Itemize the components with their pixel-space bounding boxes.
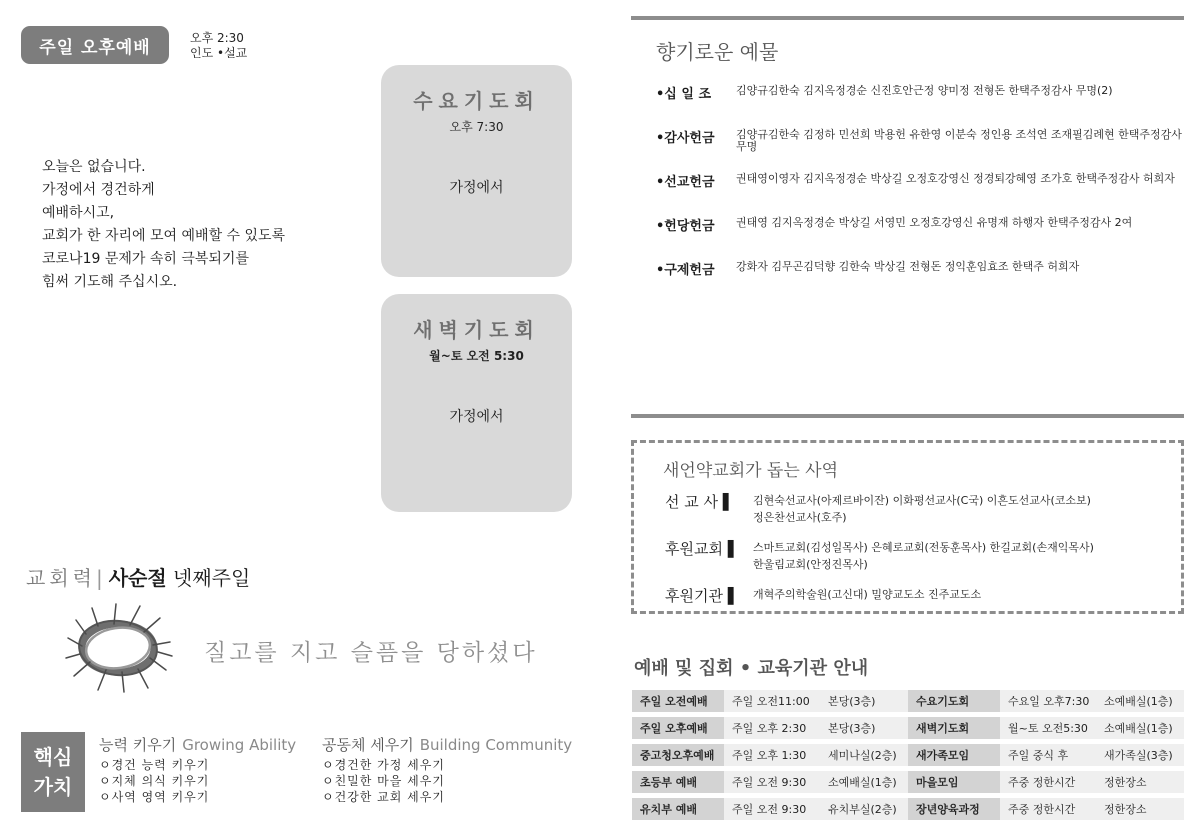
calendar-label: 교회력 [26,566,96,590]
offering-label: •헌당헌금 [656,219,715,234]
offering-row [656,83,1186,102]
offering-label: •십 일 조 [656,87,712,102]
calendar-season: 사순절 [108,566,167,590]
offering-names: 권태영 김지옥정경순 박상길 서영민 오정호강영신 유명재 하행자 한택주정감사 2여 [736,216,1133,229]
ministry-label-text: 선 교 사 [665,493,719,511]
value-item: ㅇ사역 영역 키우기 [99,790,210,804]
prayer-time: 오후 7:30 [449,120,504,134]
guide-cell: 중고청오후예배 [632,744,724,766]
guide-cell: 주일 오전 9:30 [724,798,820,820]
ministry-names [753,538,1094,573]
core-label-line: 가치 [33,775,73,799]
table-row [632,771,1184,793]
offerings-title: 향기로운 예물 [656,40,779,64]
offering-names: 김양규김한숙 김지옥정경순 신진호안근정 양미정 전형돈 한택주정감사 무명(2) [736,84,1113,97]
service-tag: 주일 오후예배 [21,26,169,64]
ministry-row [665,491,1165,526]
crown-of-thorns-icon [62,598,174,696]
church-calendar [26,562,250,591]
guide-cell: 본당(3층) [820,717,908,739]
ministry-title: 새언약교회가 돕는 사역 [663,461,839,481]
notice-line: 교회가 한 자리에 모여 예배할 수 있도록 [42,228,286,244]
core-values-label [21,732,85,812]
guide-cell: 세미나실(2층) [820,744,908,766]
ministry-row [665,538,1165,573]
guide-cell: 새가족모임 [908,744,1000,766]
value-item: ㅇ건강한 교회 세우기 [322,790,445,804]
prayer-time: 월~토 오전 5:30 [429,349,524,363]
guide-cell: 주일 오후 1:30 [724,744,820,766]
ministry-row [665,585,1165,606]
dawn-prayer-box [381,294,572,512]
table-row [632,690,1184,712]
guide-cell: 주일 오전예배 [632,690,724,712]
value-heading-ko: 능력 키우기 [99,736,177,754]
ministry-label-text: 후원교회 [665,540,723,558]
notice-line: 코로나19 문제가 속히 극복되기를 [42,251,249,267]
offering-names: 권태영이영자 김지옥정경순 박상길 오정호강영신 정경퇴강혜영 조가호 한택주정감사 허희자 [736,172,1175,185]
value-column-growing-ability [99,737,296,805]
sermon-line: 질고를 지고 슬픔을 당하셨다 [204,640,538,666]
ministry-label-text: 후원기관 [665,587,723,605]
prayer-title: 수요기도회 [413,89,540,113]
guide-cell: 유치부 예배 [632,798,724,820]
ministry-label: 선 교 사 ▌ [665,493,735,511]
guide-cell: 소예배실(1층) [1096,717,1184,739]
offering-label: •선교헌금 [656,175,715,190]
guide-cell: 주일 오전 9:30 [724,771,820,793]
service-time: 오후 2:30 [190,31,244,45]
guide-cell: 주중 정한시간 [1000,798,1096,820]
wednesday-prayer-box [381,65,572,277]
value-heading [322,737,572,753]
offering-names: 강화자 김무곤김덕향 김한숙 박상길 전형돈 정익훈임효조 한택주 허희자 [736,260,1080,273]
guide-cell: 수요기도회 [908,690,1000,712]
offering-row [656,171,1186,190]
guide-cell: 주일 중식 후 [1000,744,1096,766]
notice-text [42,156,285,294]
table-row [632,798,1184,820]
guide-cell: 수요일 오후7:30 [1000,690,1096,712]
guide-cell: 새벽기도회 [908,717,1000,739]
guide-cell: 초등부 예배 [632,771,724,793]
guide-cell: 주일 오후예배 [632,717,724,739]
notice-line: 오늘은 없습니다. [42,159,146,175]
notice-line: 예배하시고, [42,205,115,221]
ministry-names [753,491,1091,526]
value-heading [99,737,296,753]
guide-cell: 주일 오후 2:30 [724,717,820,739]
guide-cell: 정한장소 [1096,798,1184,820]
notice-line: 가정에서 경건하게 [42,182,155,198]
value-item: ㅇ경건한 가정 세우기 [322,758,445,772]
guide-title: 예배 및 집회 • 교육기관 안내 [634,658,869,679]
service-info [190,31,247,61]
guide-cell: 소예배실(1층) [820,771,908,793]
guide-cell: 주일 오전11:00 [724,690,820,712]
calendar-week: 넷째주일 [173,566,251,590]
value-heading-en: Building Community [419,736,573,754]
prayer-title: 새벽기도회 [413,318,540,342]
offering-label: •구제헌금 [656,263,715,278]
prayer-place: 가정에서 [449,180,504,196]
offering-row [656,215,1186,234]
offering-row [656,127,1186,153]
value-heading-ko: 공동체 세우기 [322,736,414,754]
guide-cell: 새가족실(3층) [1096,744,1184,766]
value-item: ㅇ지체 의식 키우기 [99,774,210,788]
offering-row [656,259,1186,278]
ministry-line: 스마트교회(김성일목사) 은혜로교회(전동훈목사) 한길교회(손재익목사) [753,541,1094,554]
prayer-place: 가정에서 [449,409,504,425]
ministry-line: 개혁주의학술원(고신대) 밀양교도소 진주교도소 [753,588,982,601]
guide-cell: 장년양육과정 [908,798,1000,820]
ministry-names [753,585,981,606]
guide-cell: 정한장소 [1096,771,1184,793]
guide-cell: 유치부실(2층) [820,798,908,820]
offering-label: •감사헌금 [656,131,715,146]
notice-line: 힘써 기도해 주십시오. [42,274,178,290]
ministry-label: 후원기관 ▌ [665,587,740,605]
value-item: ㅇ친밀한 마을 세우기 [322,774,445,788]
guide-table [632,685,1184,825]
value-column-building-community [322,737,572,805]
guide-cell: 마을모임 [908,771,1000,793]
offering-names: 김양규김한숙 김정하 민선희 박용헌 유한영 이분숙 정인용 조석연 조재필김례현 한택주정감사 무명 [736,128,1182,153]
core-label-line: 핵심 [33,745,73,769]
section-divider [631,16,1184,20]
service-lead: 인도 •설교 [190,46,248,60]
value-heading-en: Growing Ability [182,736,297,754]
table-row [632,744,1184,766]
calendar-separator: | [95,566,103,590]
guide-cell: 주중 정한시간 [1000,771,1096,793]
guide-cell: 본당(3층) [820,690,908,712]
section-divider [631,414,1184,418]
value-item: ㅇ경건 능력 키우기 [99,758,210,772]
guide-cell: 월~토 오전5:30 [1000,717,1096,739]
guide-cell: 소예배실(1층) [1096,690,1184,712]
ministry-line: 한울림교회(안정진목사) [753,558,868,571]
ministry-label: 후원교회 ▌ [665,540,740,558]
table-row [632,717,1184,739]
ministry-line: 정은찬선교사(호주) [753,511,847,524]
ministry-line: 김현숙선교사(아제르바이잔) 이화평선교사(C국) 이흔도선교사(코소보) [753,494,1091,507]
